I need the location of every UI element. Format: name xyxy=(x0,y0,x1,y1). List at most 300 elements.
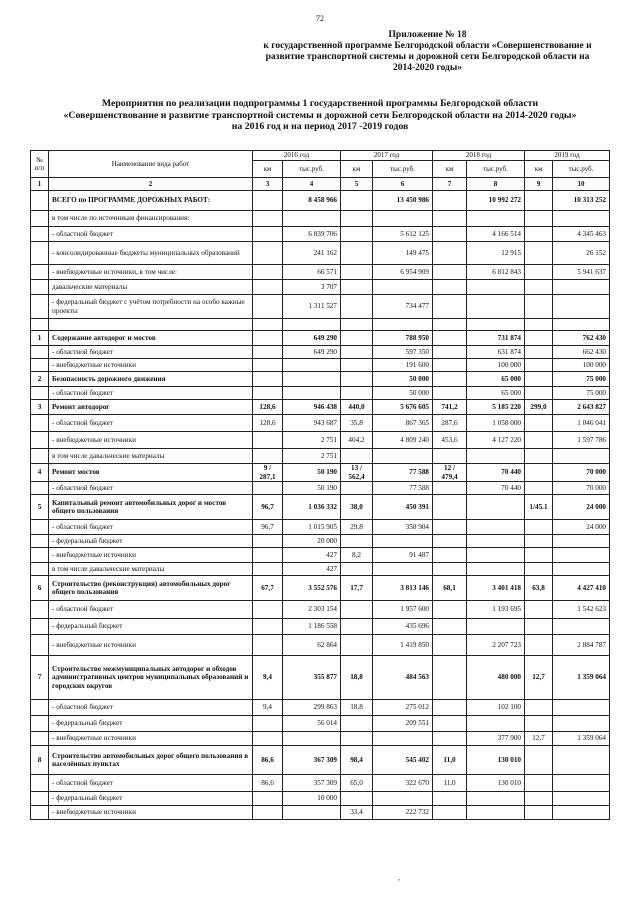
table-row xyxy=(31,464,610,482)
cell-amount: 367 309 xyxy=(283,746,341,775)
cell-km: 86,6 xyxy=(253,746,283,775)
table-row xyxy=(31,563,610,576)
cell-amount: 70 440 xyxy=(467,482,525,495)
table-row xyxy=(31,242,610,265)
cell-km xyxy=(433,319,467,331)
cell-amount: 10 992 272 xyxy=(467,191,525,211)
header-num: № п/п xyxy=(31,151,49,178)
cell-amount xyxy=(553,535,610,548)
cell-amount xyxy=(467,563,525,576)
cell-amount xyxy=(467,319,525,331)
cell-km xyxy=(433,449,467,464)
row-number xyxy=(31,359,49,372)
cell-amount: 62 864 xyxy=(283,635,341,656)
cell-km: 12,7 xyxy=(525,732,553,746)
cell-km: 86,6 xyxy=(253,775,283,792)
row-number xyxy=(31,432,49,449)
cell-amount: 867 365 xyxy=(373,415,433,432)
cell-amount: 484 563 xyxy=(373,656,433,700)
cell-amount: 2 751 xyxy=(283,449,341,464)
cell-amount: 631 874 xyxy=(467,346,525,359)
title-line-1: Мероприятия по реализации подпрограммы 1 государственной программы Белгородской области xyxy=(101,98,539,109)
cell-amount xyxy=(553,775,610,792)
cell-km xyxy=(253,265,283,280)
cell-km xyxy=(341,619,373,635)
row-number xyxy=(31,319,49,331)
cell-km xyxy=(253,792,283,806)
row-number xyxy=(31,619,49,635)
cell-amount: 130 010 xyxy=(467,746,525,775)
cell-km: 35,8 xyxy=(341,415,373,432)
table-row xyxy=(31,716,610,732)
cell-km: 128,6 xyxy=(253,400,283,415)
header-2017: 2017 год xyxy=(341,151,433,161)
row-number: 8 xyxy=(31,746,49,775)
cell-amount: 427 xyxy=(283,548,341,563)
row-name: - внебюджетные источники xyxy=(49,635,253,656)
cell-amount: 6 812 843 xyxy=(467,265,525,280)
cell-amount: 100 000 xyxy=(467,359,525,372)
cell-amount xyxy=(553,563,610,576)
cell-amount: 2 207 723 xyxy=(467,635,525,656)
cell-amount xyxy=(553,211,610,227)
cell-amount: 2 643 827 xyxy=(553,400,610,415)
cell-amount xyxy=(373,319,433,331)
cell-km xyxy=(525,619,553,635)
cell-amount: 209 551 xyxy=(373,716,433,732)
title-line-2: «Совершенствование и развитие транспортной системы и дорожной сети Белгородской области на 2014-2020 годы» xyxy=(63,109,577,121)
cell-km: 18,8 xyxy=(341,656,373,700)
cell-km: 17,7 xyxy=(341,576,373,601)
works-table xyxy=(30,150,610,820)
cell-km xyxy=(253,372,283,387)
appendix-text: к государственной программе Белгородской области «Совершенствование и развитие транспортной системы и дорожной сети Белгородской области на 2014-2020 годы» xyxy=(263,41,592,73)
cell-amount xyxy=(553,280,610,295)
cell-km xyxy=(253,563,283,576)
cell-km: 741,2 xyxy=(433,400,467,415)
cell-amount xyxy=(373,280,433,295)
cell-km: 67,7 xyxy=(253,576,283,601)
cell-amount: 2 884 787 xyxy=(553,635,610,656)
cell-km: 65,0 xyxy=(341,775,373,792)
cell-km xyxy=(525,432,553,449)
cell-km: 8,2 xyxy=(341,548,373,563)
row-name: - федеральный бюджет xyxy=(49,792,253,806)
row-number: 3 xyxy=(31,400,49,415)
row-name: Строительство (реконструкция) автомобильных дорог общего пользования xyxy=(49,576,253,601)
cell-amount: 75 000 xyxy=(553,387,610,400)
cell-km: 11,0 xyxy=(433,775,467,792)
cell-km: 96,7 xyxy=(253,520,283,535)
cell-km xyxy=(341,792,373,806)
cell-amount xyxy=(467,535,525,548)
cell-km xyxy=(253,619,283,635)
cell-amount xyxy=(467,716,525,732)
cell-amount: 1 186 558 xyxy=(283,619,341,635)
cell-amount: 275 012 xyxy=(373,700,433,716)
cell-amount: 1 036 332 xyxy=(283,495,341,520)
cell-km xyxy=(341,449,373,464)
cell-km xyxy=(341,319,373,331)
header-index: 7 xyxy=(433,178,467,191)
cell-amount xyxy=(373,732,433,746)
cell-km xyxy=(341,563,373,576)
row-name: Ремонт автодорог xyxy=(49,400,253,415)
header-index: 8 xyxy=(467,178,525,191)
table-row xyxy=(31,295,610,319)
cell-amount: 1 058 000 xyxy=(467,415,525,432)
cell-km xyxy=(525,319,553,331)
row-number xyxy=(31,415,49,432)
row-name: - федеральный бюджет xyxy=(49,619,253,635)
cell-amount: 597 350 xyxy=(373,346,433,359)
table-row xyxy=(31,619,610,635)
cell-amount: 24 000 xyxy=(553,520,610,535)
table-header-index xyxy=(31,178,610,191)
cell-amount xyxy=(553,319,610,331)
cell-amount: 56 014 xyxy=(283,716,341,732)
cell-km xyxy=(341,635,373,656)
cell-km xyxy=(525,280,553,295)
cell-km xyxy=(433,280,467,295)
cell-km xyxy=(433,563,467,576)
cell-km xyxy=(525,806,553,820)
cell-km xyxy=(341,265,373,280)
table-row xyxy=(31,732,610,746)
cell-amount: 65 000 xyxy=(467,387,525,400)
row-number: 7 xyxy=(31,656,49,700)
table-row xyxy=(31,656,610,700)
header-rub: тыс.руб. xyxy=(467,161,525,178)
row-name: - областной бюджет xyxy=(49,227,253,242)
cell-km: 33,4 xyxy=(341,806,373,820)
cell-amount xyxy=(373,563,433,576)
cell-amount: 4 427 410 xyxy=(553,576,610,601)
row-name: - областной бюджет xyxy=(49,700,253,716)
cell-amount xyxy=(467,449,525,464)
cell-km xyxy=(433,191,467,211)
cell-km xyxy=(341,242,373,265)
row-number xyxy=(31,535,49,548)
row-number xyxy=(31,716,49,732)
cell-amount: 1 542 623 xyxy=(553,601,610,619)
row-name: - федеральный бюджет xyxy=(49,716,253,732)
cell-km xyxy=(341,482,373,495)
cell-amount xyxy=(467,295,525,319)
cell-amount xyxy=(373,535,433,548)
cell-km xyxy=(525,520,553,535)
row-number xyxy=(31,806,49,820)
cell-amount: 946 438 xyxy=(283,400,341,415)
cell-km xyxy=(433,806,467,820)
cell-amount: 5 612 125 xyxy=(373,227,433,242)
cell-amount: 6 839 706 xyxy=(283,227,341,242)
cell-km xyxy=(525,716,553,732)
cell-amount: 427 xyxy=(283,563,341,576)
cell-km xyxy=(525,331,553,346)
cell-km xyxy=(341,331,373,346)
row-number xyxy=(31,280,49,295)
table-row xyxy=(31,211,610,227)
table-row xyxy=(31,227,610,242)
cell-km xyxy=(341,346,373,359)
row-name: Строительство межмуниципальных автодорог и обходов административных центров муниципальных образований и городских округов xyxy=(49,656,253,700)
row-name: в том числе давальческие материалы xyxy=(49,449,253,464)
row-number: 1 xyxy=(31,331,49,346)
cell-km xyxy=(433,242,467,265)
row-number xyxy=(31,242,49,265)
cell-amount xyxy=(553,619,610,635)
header-index: 10 xyxy=(553,178,610,191)
row-name: - областной бюджет xyxy=(49,482,253,495)
cell-km xyxy=(525,535,553,548)
row-number xyxy=(31,563,49,576)
header-rub: тыс.руб. xyxy=(553,161,610,178)
cell-amount: 649 290 xyxy=(283,346,341,359)
cell-amount: 77 588 xyxy=(373,482,433,495)
header-2019: 2019 год xyxy=(525,151,610,161)
row-number xyxy=(31,520,49,535)
cell-amount xyxy=(467,806,525,820)
cell-amount: 1 419 850 xyxy=(373,635,433,656)
cell-km xyxy=(525,387,553,400)
row-name: - областной бюджет xyxy=(49,346,253,359)
cell-amount: 545 402 xyxy=(373,746,433,775)
cell-amount xyxy=(553,792,610,806)
cell-km xyxy=(525,700,553,716)
table-row xyxy=(31,601,610,619)
row-number xyxy=(31,191,49,211)
table-row xyxy=(31,319,610,331)
page-number: 72 xyxy=(316,14,324,23)
cell-amount: 4 345 463 xyxy=(553,227,610,242)
table-row xyxy=(31,548,610,563)
cell-km xyxy=(433,656,467,700)
row-name: - областной бюджет xyxy=(49,520,253,535)
header-km: км xyxy=(433,161,467,178)
table-row xyxy=(31,495,610,520)
cell-amount: 13 450 986 xyxy=(373,191,433,211)
cell-amount: 130 010 xyxy=(467,775,525,792)
cell-amount: 355 877 xyxy=(283,656,341,700)
cell-amount: 734 477 xyxy=(373,295,433,319)
cell-km xyxy=(433,265,467,280)
cell-amount: 222 732 xyxy=(373,806,433,820)
cell-km xyxy=(525,211,553,227)
cell-km xyxy=(253,449,283,464)
row-number xyxy=(31,548,49,563)
title-line-3: на 2016 год и на период 2017 -2019 годов xyxy=(231,121,409,132)
cell-km: 18,8 xyxy=(341,700,373,716)
cell-amount: 1 046 041 xyxy=(553,415,610,432)
cell-km: 29,8 xyxy=(341,520,373,535)
cell-amount: 102 100 xyxy=(467,700,525,716)
table-row xyxy=(31,535,610,548)
header-index: 6 xyxy=(373,178,433,191)
cell-amount: 10 000 xyxy=(283,792,341,806)
row-name: Безопасность дорожного движения xyxy=(49,372,253,387)
cell-km xyxy=(525,775,553,792)
row-number xyxy=(31,700,49,716)
cell-km xyxy=(525,227,553,242)
cell-amount xyxy=(553,746,610,775)
row-number xyxy=(31,601,49,619)
cell-amount: 70 000 xyxy=(553,482,610,495)
cell-km xyxy=(525,563,553,576)
cell-amount: 191 600 xyxy=(373,359,433,372)
cell-km: 98,4 xyxy=(341,746,373,775)
cell-amount xyxy=(553,700,610,716)
cell-amount: 149 475 xyxy=(373,242,433,265)
cell-km xyxy=(525,482,553,495)
cell-km xyxy=(253,716,283,732)
cell-km xyxy=(433,716,467,732)
cell-km: 440,0 xyxy=(341,400,373,415)
cell-amount xyxy=(283,732,341,746)
table-row xyxy=(31,700,610,716)
cell-amount: 322 670 xyxy=(373,775,433,792)
cell-km xyxy=(253,635,283,656)
cell-km xyxy=(253,319,283,331)
header-index: 3 xyxy=(253,178,283,191)
table-row xyxy=(31,346,610,359)
cell-amount: 1 015 905 xyxy=(283,520,341,535)
cell-km xyxy=(253,601,283,619)
cell-km xyxy=(341,387,373,400)
table-row xyxy=(31,191,610,211)
cell-amount: 24 000 xyxy=(553,495,610,520)
appendix-block xyxy=(255,30,600,74)
cell-km xyxy=(253,346,283,359)
cell-km xyxy=(433,520,467,535)
cell-km xyxy=(253,295,283,319)
cell-km xyxy=(253,227,283,242)
cell-km: 12 / 479,4 xyxy=(433,464,467,482)
row-number xyxy=(31,732,49,746)
cell-amount xyxy=(373,792,433,806)
row-number xyxy=(31,265,49,280)
row-number xyxy=(31,346,49,359)
cell-km xyxy=(433,732,467,746)
cell-km xyxy=(433,211,467,227)
cell-amount: 20 000 xyxy=(283,535,341,548)
cell-amount xyxy=(467,280,525,295)
cell-amount: 5 941 637 xyxy=(553,265,610,280)
cell-amount: 10 313 252 xyxy=(553,191,610,211)
cell-km xyxy=(525,746,553,775)
cell-amount: 6 954 909 xyxy=(373,265,433,280)
cell-amount: 731 874 xyxy=(467,331,525,346)
cell-km xyxy=(525,372,553,387)
cell-km xyxy=(341,601,373,619)
cell-km xyxy=(341,227,373,242)
row-name: - федеральный бюджет xyxy=(49,535,253,548)
header-name: Наименование вида работ xyxy=(49,151,253,178)
cell-km: 63,8 xyxy=(525,576,553,601)
cell-amount: 66 571 xyxy=(283,265,341,280)
row-number: 6 xyxy=(31,576,49,601)
cell-km xyxy=(525,792,553,806)
cell-km xyxy=(341,716,373,732)
cell-km: 68,1 xyxy=(433,576,467,601)
cell-km xyxy=(525,242,553,265)
header-index: 1 xyxy=(31,178,49,191)
cell-amount xyxy=(553,449,610,464)
header-index: 9 xyxy=(525,178,553,191)
row-name: - внебюджетные источники xyxy=(49,806,253,820)
cell-amount: 358 904 xyxy=(373,520,433,535)
cell-km xyxy=(525,548,553,563)
cell-km xyxy=(341,191,373,211)
table-row xyxy=(31,449,610,464)
cell-amount xyxy=(553,295,610,319)
cell-km xyxy=(433,619,467,635)
row-number xyxy=(31,449,49,464)
header-km: км xyxy=(525,161,553,178)
cell-amount: 1 193 695 xyxy=(467,601,525,619)
cell-amount: 3 401 418 xyxy=(467,576,525,601)
row-name: - федеральный бюджет с учётом потребности на особо важные проекты xyxy=(49,295,253,319)
cell-km xyxy=(253,387,283,400)
cell-km xyxy=(433,792,467,806)
cell-km xyxy=(253,359,283,372)
table-row xyxy=(31,775,610,792)
cell-km xyxy=(525,601,553,619)
cell-km xyxy=(525,265,553,280)
cell-km xyxy=(433,635,467,656)
row-name: - внебюджетные источники, в том числе: xyxy=(49,265,253,280)
cell-km xyxy=(253,535,283,548)
cell-amount xyxy=(283,211,341,227)
cell-km xyxy=(525,635,553,656)
cell-km xyxy=(433,482,467,495)
cell-amount: 1 957 600 xyxy=(373,601,433,619)
scan-mark: , xyxy=(398,873,400,882)
row-name: - внебюджетные источники xyxy=(49,359,253,372)
cell-amount: 450 391 xyxy=(373,495,433,520)
cell-km xyxy=(433,372,467,387)
cell-km xyxy=(341,280,373,295)
header-km: км xyxy=(341,161,373,178)
table-row xyxy=(31,576,610,601)
cell-km xyxy=(525,449,553,464)
row-name: ВСЕГО по ПРОГРАММЕ ДОРОЖНЫХ РАБОТ: xyxy=(49,191,253,211)
cell-km: 9,4 xyxy=(253,700,283,716)
cell-amount: 2 751 xyxy=(283,432,341,449)
row-number: 2 xyxy=(31,372,49,387)
cell-km xyxy=(433,346,467,359)
cell-km xyxy=(341,372,373,387)
cell-km xyxy=(253,806,283,820)
row-name: - консолидированные бюджеты муниципальных образований xyxy=(49,242,253,265)
cell-amount: 649 290 xyxy=(283,331,341,346)
row-name: Строительство автомобильных дорог общего пользования в населённых пунктах xyxy=(49,746,253,775)
header-rub: тыс.руб. xyxy=(283,161,341,178)
row-number: 5 xyxy=(31,495,49,520)
table-row xyxy=(31,331,610,346)
cell-amount xyxy=(553,548,610,563)
cell-km xyxy=(525,359,553,372)
row-name: - областной бюджет xyxy=(49,601,253,619)
cell-km: 287,6 xyxy=(433,415,467,432)
cell-amount: 65 000 xyxy=(467,372,525,387)
table-row xyxy=(31,432,610,449)
cell-amount: 12 915 xyxy=(467,242,525,265)
row-name: давальческие материалы xyxy=(49,280,253,295)
cell-amount: 1 359 064 xyxy=(553,656,610,700)
cell-amount xyxy=(467,520,525,535)
header-index: 2 xyxy=(49,178,253,191)
